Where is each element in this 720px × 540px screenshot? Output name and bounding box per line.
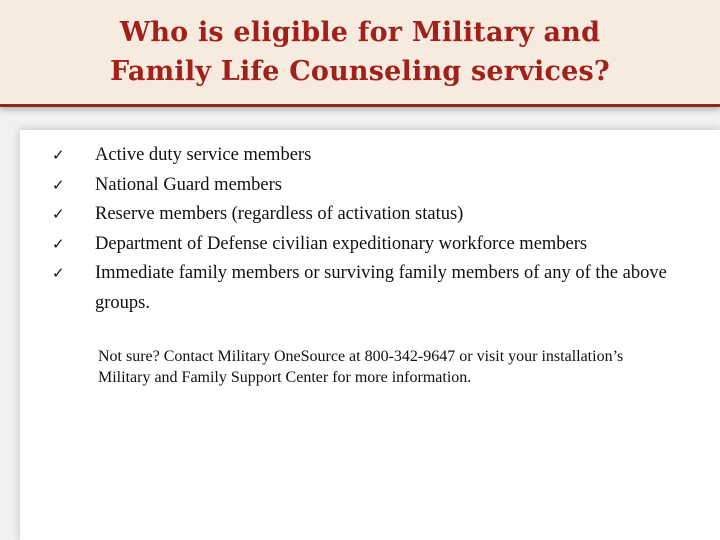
slide-title-line-2: Family Life Counseling services? — [110, 56, 610, 87]
check-icon: ✓ — [52, 234, 65, 253]
check-icon: ✓ — [52, 146, 65, 164]
list-item — [42, 230, 702, 260]
list-item-text: Active duty service members — [95, 145, 312, 165]
contact-note: Not sure? Contact Military OneSource at 800-342-9647 or visit your installation’s Military and Family Support Center for more information. — [98, 348, 624, 386]
slide-title — [110, 13, 610, 91]
check-icon: ✓ — [52, 175, 65, 194]
list-item — [42, 200, 702, 230]
list-item — [42, 141, 702, 171]
check-icon: ✓ — [52, 264, 65, 282]
list-item-text: National Guard members — [95, 174, 282, 195]
list-item — [42, 259, 702, 318]
list-item — [42, 171, 702, 201]
list-item-text: Department of Defense civilian expeditionary workforce members — [95, 233, 588, 254]
slide-header — [0, 0, 720, 107]
list-item-text: Immediate family members or surviving family members of any of the above groups. — [95, 263, 667, 313]
slide-title-line-1: Who is eligible for Military and — [119, 17, 601, 48]
check-icon: ✓ — [52, 205, 65, 223]
eligibility-list — [42, 141, 702, 318]
list-item-text: Reserve members (regardless of activation status) — [95, 204, 464, 224]
